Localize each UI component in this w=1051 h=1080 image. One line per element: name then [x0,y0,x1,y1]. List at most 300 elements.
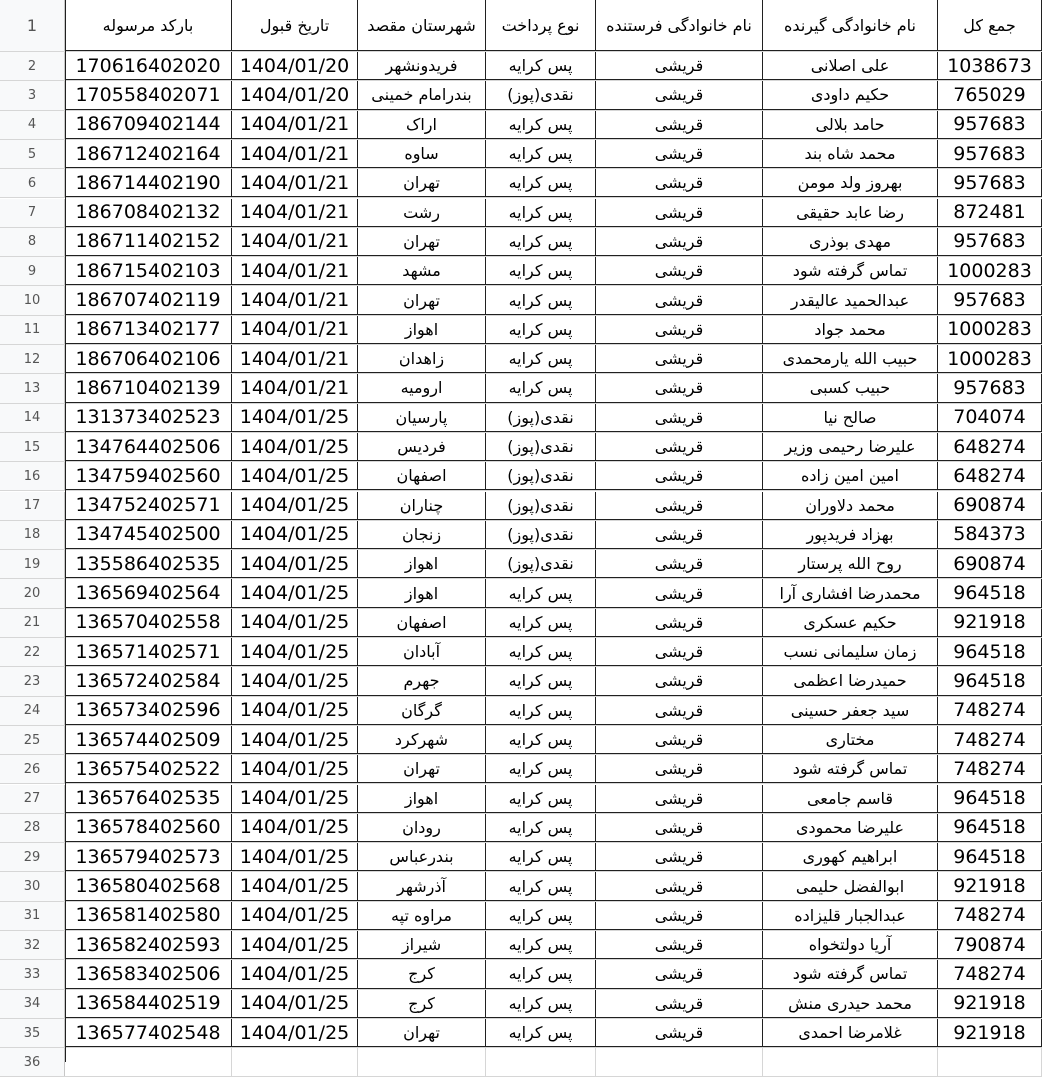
cell-sender[interactable]: قریشی [596,843,763,871]
row-number[interactable]: 22 [0,638,65,666]
cell-date[interactable]: 1404/01/25 [232,990,358,1018]
cell-barcode[interactable]: 186708402132 [65,199,232,227]
cell-date[interactable]: 1404/01/25 [232,931,358,959]
cell-barcode[interactable]: 186711402152 [65,228,232,256]
cell-receiver[interactable]: تماس گرفته شود [763,755,938,783]
row-number[interactable]: 12 [0,345,65,373]
cell-date[interactable]: 1404/01/25 [232,755,358,783]
header-city[interactable]: شهرستان مقصد [358,0,486,51]
cell-sender[interactable]: قریشی [596,960,763,988]
row-number[interactable]: 3 [0,81,65,109]
cell-city[interactable]: رودان [358,814,486,842]
cell-payment[interactable]: پس کرایه [486,667,596,695]
cell-total[interactable]: 765029 [938,81,1042,109]
cell-city[interactable]: فردیس [358,433,486,461]
cell-sender[interactable]: قریشی [596,814,763,842]
empty-cell-payment[interactable] [486,1048,596,1076]
row-number[interactable]: 18 [0,521,65,549]
cell-date[interactable]: 1404/01/21 [232,199,358,227]
cell-receiver[interactable]: محمدرضا افشاری آرا [763,579,938,607]
row-number[interactable]: 35 [0,1019,65,1047]
cell-total[interactable]: 584373 [938,521,1042,549]
cell-barcode[interactable]: 135586402535 [65,550,232,578]
cell-sender[interactable]: قریشی [596,462,763,490]
table-row [0,316,1051,345]
cell-date[interactable]: 1404/01/21 [232,257,358,285]
cell-sender[interactable]: قریشی [596,257,763,285]
header-total[interactable]: جمع کل [938,0,1042,51]
cell-payment[interactable]: پس کرایه [486,140,596,168]
cell-receiver[interactable]: مهدی بوذری [763,228,938,256]
cell-payment[interactable]: پس کرایه [486,286,596,314]
cell-sender[interactable]: قریشی [596,755,763,783]
cell-city[interactable]: مراوه تپه [358,902,486,930]
header-date[interactable]: تاریخ قبول [232,0,358,51]
cell-date[interactable]: 1404/01/25 [232,785,358,813]
cell-sender[interactable]: قریشی [596,872,763,900]
row-number[interactable]: 20 [0,579,65,607]
cell-barcode[interactable]: 170558402071 [65,81,232,109]
cell-total[interactable]: 957683 [938,140,1042,168]
cell-total[interactable]: 748274 [938,902,1042,930]
cell-receiver[interactable]: بهروز ولد مومن [763,169,938,197]
empty-cell-total[interactable] [938,1048,1042,1076]
cell-payment[interactable]: پس کرایه [486,345,596,373]
cell-total[interactable]: 1000283 [938,316,1042,344]
cell-total[interactable]: 957683 [938,286,1042,314]
cell-total[interactable]: 748274 [938,755,1042,783]
cell-sender[interactable]: قریشی [596,111,763,139]
cell-payment[interactable]: پس کرایه [486,814,596,842]
cell-total[interactable]: 748274 [938,697,1042,725]
cell-payment[interactable]: پس کرایه [486,638,596,666]
cell-date[interactable]: 1404/01/25 [232,697,358,725]
cell-payment[interactable]: پس کرایه [486,726,596,754]
cell-city[interactable]: تهران [358,286,486,314]
cell-barcode[interactable]: 186712402164 [65,140,232,168]
row-number[interactable]: 30 [0,872,65,900]
cell-date[interactable]: 1404/01/25 [232,433,358,461]
row-number[interactable]: 25 [0,726,65,754]
row-number[interactable]: 4 [0,111,65,139]
header-row [0,0,1051,52]
cell-payment[interactable]: پس کرایه [486,609,596,637]
row-number[interactable]: 33 [0,960,65,988]
cell-payment[interactable]: پس کرایه [486,228,596,256]
cell-sender[interactable]: قریشی [596,433,763,461]
cell-payment[interactable]: پس کرایه [486,902,596,930]
cell-receiver[interactable]: امین امین زاده [763,462,938,490]
cell-sender[interactable]: قریشی [596,169,763,197]
header-barcode[interactable]: بارکد مرسوله [65,0,232,51]
cell-date[interactable]: 1404/01/20 [232,52,358,80]
cell-date[interactable]: 1404/01/25 [232,872,358,900]
row-number[interactable]: 26 [0,755,65,783]
cell-total[interactable]: 957683 [938,228,1042,256]
cell-total[interactable]: 648274 [938,433,1042,461]
cell-sender[interactable]: قریشی [596,667,763,695]
cell-sender[interactable]: قریشی [596,550,763,578]
cell-payment[interactable]: پس کرایه [486,52,596,80]
cell-city[interactable]: مشهد [358,257,486,285]
cell-sender[interactable]: قریشی [596,638,763,666]
row-number[interactable]: 5 [0,140,65,168]
cell-receiver[interactable]: حکیم عسکری [763,609,938,637]
header-payment[interactable]: نوع پرداخت [486,0,596,51]
cell-total[interactable]: 921918 [938,872,1042,900]
row-number[interactable]: 2 [0,52,65,80]
cell-sender[interactable]: قریشی [596,697,763,725]
row-number[interactable]: 14 [0,404,65,432]
cell-receiver[interactable]: زمان سلیمانی نسب [763,638,938,666]
cell-city[interactable]: زنجان [358,521,486,549]
cell-receiver[interactable]: محمد شاه بند [763,140,938,168]
cell-receiver[interactable]: علیرضا محمودی [763,814,938,842]
cell-total[interactable]: 790874 [938,931,1042,959]
cell-payment[interactable]: پس کرایه [486,872,596,900]
cell-sender[interactable]: قریشی [596,990,763,1018]
empty-cell-barcode[interactable] [65,1048,232,1076]
cell-total[interactable]: 1000283 [938,257,1042,285]
row-number[interactable]: 8 [0,228,65,256]
cell-barcode[interactable]: 136574402509 [65,726,232,754]
cell-total[interactable]: 964518 [938,638,1042,666]
row-number[interactable]: 16 [0,462,65,490]
row-number[interactable]: 29 [0,843,65,871]
cell-receiver[interactable]: ابراهیم کهوری [763,843,938,871]
cell-barcode[interactable]: 186714402190 [65,169,232,197]
row-number[interactable]: 9 [0,257,65,285]
cell-sender[interactable]: قریشی [596,228,763,256]
cell-barcode[interactable]: 186706402106 [65,345,232,373]
row-number[interactable]: 1 [0,0,65,51]
cell-receiver[interactable]: علی اصلانی [763,52,938,80]
cell-total[interactable]: 964518 [938,843,1042,871]
cell-date[interactable]: 1404/01/25 [232,902,358,930]
cell-receiver[interactable]: صالح نیا [763,404,938,432]
cell-barcode[interactable]: 134745402500 [65,521,232,549]
cell-receiver[interactable]: رضا عابد حقیقی [763,199,938,227]
cell-receiver[interactable]: بهزاد فریدپور [763,521,938,549]
cell-city[interactable]: تهران [358,755,486,783]
cell-sender[interactable]: قریشی [596,52,763,80]
cell-city[interactable]: گرگان [358,697,486,725]
cell-barcode[interactable]: 136573402596 [65,697,232,725]
table-row [0,579,1051,608]
cell-barcode[interactable]: 136570402558 [65,609,232,637]
cell-total[interactable]: 648274 [938,462,1042,490]
cell-city[interactable]: جهرم [358,667,486,695]
cell-date[interactable]: 1404/01/21 [232,111,358,139]
cell-total[interactable]: 690874 [938,550,1042,578]
cell-receiver[interactable]: سید جعفر حسینی [763,697,938,725]
cell-city[interactable]: اهواز [358,785,486,813]
empty-cell-date[interactable] [232,1048,358,1076]
cell-city[interactable]: تهران [358,169,486,197]
cell-date[interactable]: 1404/01/25 [232,638,358,666]
cell-payment[interactable]: نقدی(پوز) [486,492,596,520]
cell-payment[interactable]: پس کرایه [486,843,596,871]
cell-sender[interactable]: قریشی [596,902,763,930]
cell-city[interactable]: اصفهان [358,609,486,637]
cell-city[interactable]: اصفهان [358,462,486,490]
row-number[interactable]: 19 [0,550,65,578]
cell-city[interactable]: پارسیان [358,404,486,432]
cell-total[interactable]: 921918 [938,609,1042,637]
cell-city[interactable]: تهران [358,228,486,256]
cell-city[interactable]: بندرعباس [358,843,486,871]
cell-city[interactable]: زاهدان [358,345,486,373]
cell-date[interactable]: 1404/01/25 [232,521,358,549]
cell-city[interactable]: شیراز [358,931,486,959]
cell-payment[interactable]: پس کرایه [486,257,596,285]
empty-cell-receiver[interactable] [763,1048,938,1076]
cell-receiver[interactable]: علیرضا رحیمی وزیر [763,433,938,461]
row-number[interactable]: 7 [0,199,65,227]
row-number[interactable]: 17 [0,492,65,520]
cell-date[interactable]: 1404/01/25 [232,492,358,520]
cell-date[interactable]: 1404/01/25 [232,550,358,578]
cell-barcode[interactable]: 136582402593 [65,931,232,959]
row-number[interactable]: 36 [0,1048,65,1076]
cell-barcode[interactable]: 136571402571 [65,638,232,666]
cell-city[interactable]: شهرکرد [358,726,486,754]
empty-cell-sender[interactable] [596,1048,763,1076]
table-row [0,81,1051,110]
cell-receiver[interactable]: مختاری [763,726,938,754]
cell-total[interactable]: 964518 [938,785,1042,813]
cell-payment[interactable]: پس کرایه [486,1019,596,1047]
table-row [0,609,1051,638]
cell-barcode[interactable]: 186710402139 [65,374,232,402]
cell-payment[interactable]: نقدی(پوز) [486,81,596,109]
cell-total[interactable]: 1038673 [938,52,1042,80]
cell-receiver[interactable]: قاسم جامعی [763,785,938,813]
header-sender[interactable]: نام خانوادگی فرستنده [596,0,763,51]
row-number[interactable]: 13 [0,374,65,402]
cell-receiver[interactable]: محمد جواد [763,316,938,344]
cell-sender[interactable]: قریشی [596,199,763,227]
cell-date[interactable]: 1404/01/25 [232,579,358,607]
row-number[interactable]: 10 [0,286,65,314]
cell-total[interactable]: 748274 [938,960,1042,988]
cell-sender[interactable]: قریشی [596,81,763,109]
cell-sender[interactable]: قریشی [596,404,763,432]
cell-payment[interactable]: پس کرایه [486,111,596,139]
cell-payment[interactable]: نقدی(پوز) [486,404,596,432]
cell-receiver[interactable]: تماس گرفته شود [763,257,938,285]
cell-city[interactable]: ساوه [358,140,486,168]
cell-city[interactable]: تهران [358,1019,486,1047]
row-number[interactable]: 11 [0,316,65,344]
cell-sender[interactable]: قریشی [596,785,763,813]
row-number[interactable]: 23 [0,667,65,695]
cell-date[interactable]: 1404/01/25 [232,609,358,637]
cell-total[interactable]: 872481 [938,199,1042,227]
row-number[interactable]: 31 [0,902,65,930]
cell-payment[interactable]: پس کرایه [486,960,596,988]
cell-sender[interactable]: قریشی [596,726,763,754]
row-number[interactable]: 34 [0,990,65,1018]
cell-receiver[interactable]: تماس گرفته شود [763,960,938,988]
cell-barcode[interactable]: 136580402568 [65,872,232,900]
row-number[interactable]: 15 [0,433,65,461]
cell-sender[interactable]: قریشی [596,286,763,314]
cell-payment[interactable]: پس کرایه [486,316,596,344]
cell-payment[interactable]: پس کرایه [486,785,596,813]
cell-date[interactable]: 1404/01/21 [232,286,358,314]
row-number[interactable]: 21 [0,609,65,637]
cell-payment[interactable]: نقدی(پوز) [486,521,596,549]
cell-date[interactable]: 1404/01/21 [232,374,358,402]
cell-receiver[interactable]: آریا دولتخواه [763,931,938,959]
cell-receiver[interactable]: غلامرضا احمدی [763,1019,938,1047]
cell-barcode[interactable]: 136576402535 [65,785,232,813]
cell-city[interactable]: فریدونشهر [358,52,486,80]
cell-sender[interactable]: قریشی [596,492,763,520]
row-number[interactable]: 32 [0,931,65,959]
cell-total[interactable]: 690874 [938,492,1042,520]
table-row [0,638,1051,667]
cell-payment[interactable]: نقدی(پوز) [486,433,596,461]
cell-barcode[interactable]: 131373402523 [65,404,232,432]
cell-sender[interactable]: قریشی [596,316,763,344]
cell-date[interactable]: 1404/01/21 [232,316,358,344]
cell-total[interactable]: 748274 [938,726,1042,754]
cell-receiver[interactable]: عبدالحمید عالیقدر [763,286,938,314]
cell-barcode[interactable]: 134752402571 [65,492,232,520]
cell-barcode[interactable]: 186709402144 [65,111,232,139]
cell-city[interactable]: اهواز [358,579,486,607]
cell-receiver[interactable]: حبیب الله یارمحمدی [763,345,938,373]
cell-barcode[interactable]: 136584402519 [65,990,232,1018]
cell-date[interactable]: 1404/01/21 [232,169,358,197]
table-row [0,990,1051,1019]
cell-total[interactable]: 957683 [938,374,1042,402]
row-number[interactable]: 6 [0,169,65,197]
cell-date[interactable]: 1404/01/25 [232,843,358,871]
cell-receiver[interactable]: ابوالفضل حلیمی [763,872,938,900]
cell-payment[interactable]: پس کرایه [486,755,596,783]
empty-cell-city[interactable] [358,1048,486,1076]
cell-total[interactable]: 704074 [938,404,1042,432]
cell-receiver[interactable]: محمد دلاوران [763,492,938,520]
cell-date[interactable]: 1404/01/25 [232,462,358,490]
cell-city[interactable]: ارومیه [358,374,486,402]
row-number[interactable]: 28 [0,814,65,842]
cell-barcode[interactable]: 136578402560 [65,814,232,842]
cell-date[interactable]: 1404/01/25 [232,814,358,842]
cell-sender[interactable]: قریشی [596,579,763,607]
cell-barcode[interactable]: 134759402560 [65,462,232,490]
cell-date[interactable]: 1404/01/25 [232,960,358,988]
table-row [0,814,1051,843]
cell-payment[interactable]: نقدی(پوز) [486,462,596,490]
cell-date[interactable]: 1404/01/21 [232,140,358,168]
cell-total[interactable]: 957683 [938,111,1042,139]
cell-barcode[interactable]: 136577402548 [65,1019,232,1047]
cell-barcode[interactable]: 136572402584 [65,667,232,695]
table-row [0,462,1051,491]
cell-payment[interactable]: پس کرایه [486,199,596,227]
cell-barcode[interactable]: 186715402103 [65,257,232,285]
cell-total[interactable]: 957683 [938,169,1042,197]
row-number[interactable]: 27 [0,785,65,813]
cell-date[interactable]: 1404/01/21 [232,228,358,256]
header-receiver[interactable]: نام خانوادگی گیرنده [763,0,938,51]
cell-barcode[interactable]: 136575402522 [65,755,232,783]
cell-payment[interactable]: پس کرایه [486,374,596,402]
cell-barcode[interactable]: 136581402580 [65,902,232,930]
cell-payment[interactable]: پس کرایه [486,990,596,1018]
cell-barcode[interactable]: 134764402506 [65,433,232,461]
cell-city[interactable]: اهواز [358,550,486,578]
cell-barcode[interactable]: 136583402506 [65,960,232,988]
cell-receiver[interactable]: حبیب کسبی [763,374,938,402]
cell-total[interactable]: 964518 [938,579,1042,607]
table-row [0,286,1051,315]
cell-city[interactable]: اراک [358,111,486,139]
cell-barcode[interactable]: 186707402119 [65,286,232,314]
cell-city[interactable]: اهواز [358,316,486,344]
cell-city[interactable]: چناران [358,492,486,520]
cell-sender[interactable]: قریشی [596,374,763,402]
cell-barcode[interactable]: 186713402177 [65,316,232,344]
cell-sender[interactable]: قریشی [596,1019,763,1047]
cell-sender[interactable]: قریشی [596,931,763,959]
cell-barcode[interactable]: 170616402020 [65,52,232,80]
table-row [0,726,1051,755]
cell-receiver[interactable]: عبدالجبار قلیزاده [763,902,938,930]
cell-barcode[interactable]: 136569402564 [65,579,232,607]
cell-receiver[interactable]: حمیدرضا اعظمی [763,667,938,695]
cell-date[interactable]: 1404/01/25 [232,1019,358,1047]
cell-date[interactable]: 1404/01/25 [232,667,358,695]
cell-receiver[interactable]: روح الله پرستار [763,550,938,578]
cell-sender[interactable]: قریشی [596,345,763,373]
cell-sender[interactable]: قریشی [596,140,763,168]
cell-total[interactable]: 964518 [938,667,1042,695]
cell-city[interactable]: آبادان [358,638,486,666]
cell-city[interactable]: بندرامام خمینی [358,81,486,109]
cell-date[interactable]: 1404/01/25 [232,726,358,754]
cell-city[interactable]: رشت [358,199,486,227]
cell-sender[interactable]: قریشی [596,609,763,637]
cell-total[interactable]: 1000283 [938,345,1042,373]
cell-receiver[interactable]: حکیم داودی [763,81,938,109]
cell-sender[interactable]: قریشی [596,521,763,549]
cell-payment[interactable]: نقدی(پوز) [486,550,596,578]
row-number[interactable]: 24 [0,697,65,725]
cell-payment[interactable]: پس کرایه [486,579,596,607]
cell-payment[interactable]: پس کرایه [486,931,596,959]
cell-total[interactable]: 964518 [938,814,1042,842]
table-row [0,843,1051,872]
cell-city[interactable]: آذرشهر [358,872,486,900]
cell-receiver[interactable]: محمد حیدری منش [763,990,938,1018]
cell-city[interactable]: کرج [358,990,486,1018]
cell-payment[interactable]: پس کرایه [486,169,596,197]
cell-city[interactable]: کرج [358,960,486,988]
cell-date[interactable]: 1404/01/21 [232,345,358,373]
cell-barcode[interactable]: 136579402573 [65,843,232,871]
cell-payment[interactable]: پس کرایه [486,697,596,725]
cell-date[interactable]: 1404/01/25 [232,404,358,432]
cell-date[interactable]: 1404/01/20 [232,81,358,109]
cell-receiver[interactable]: حامد بلالی [763,111,938,139]
cell-total[interactable]: 921918 [938,990,1042,1018]
cell-total[interactable]: 921918 [938,1019,1042,1047]
